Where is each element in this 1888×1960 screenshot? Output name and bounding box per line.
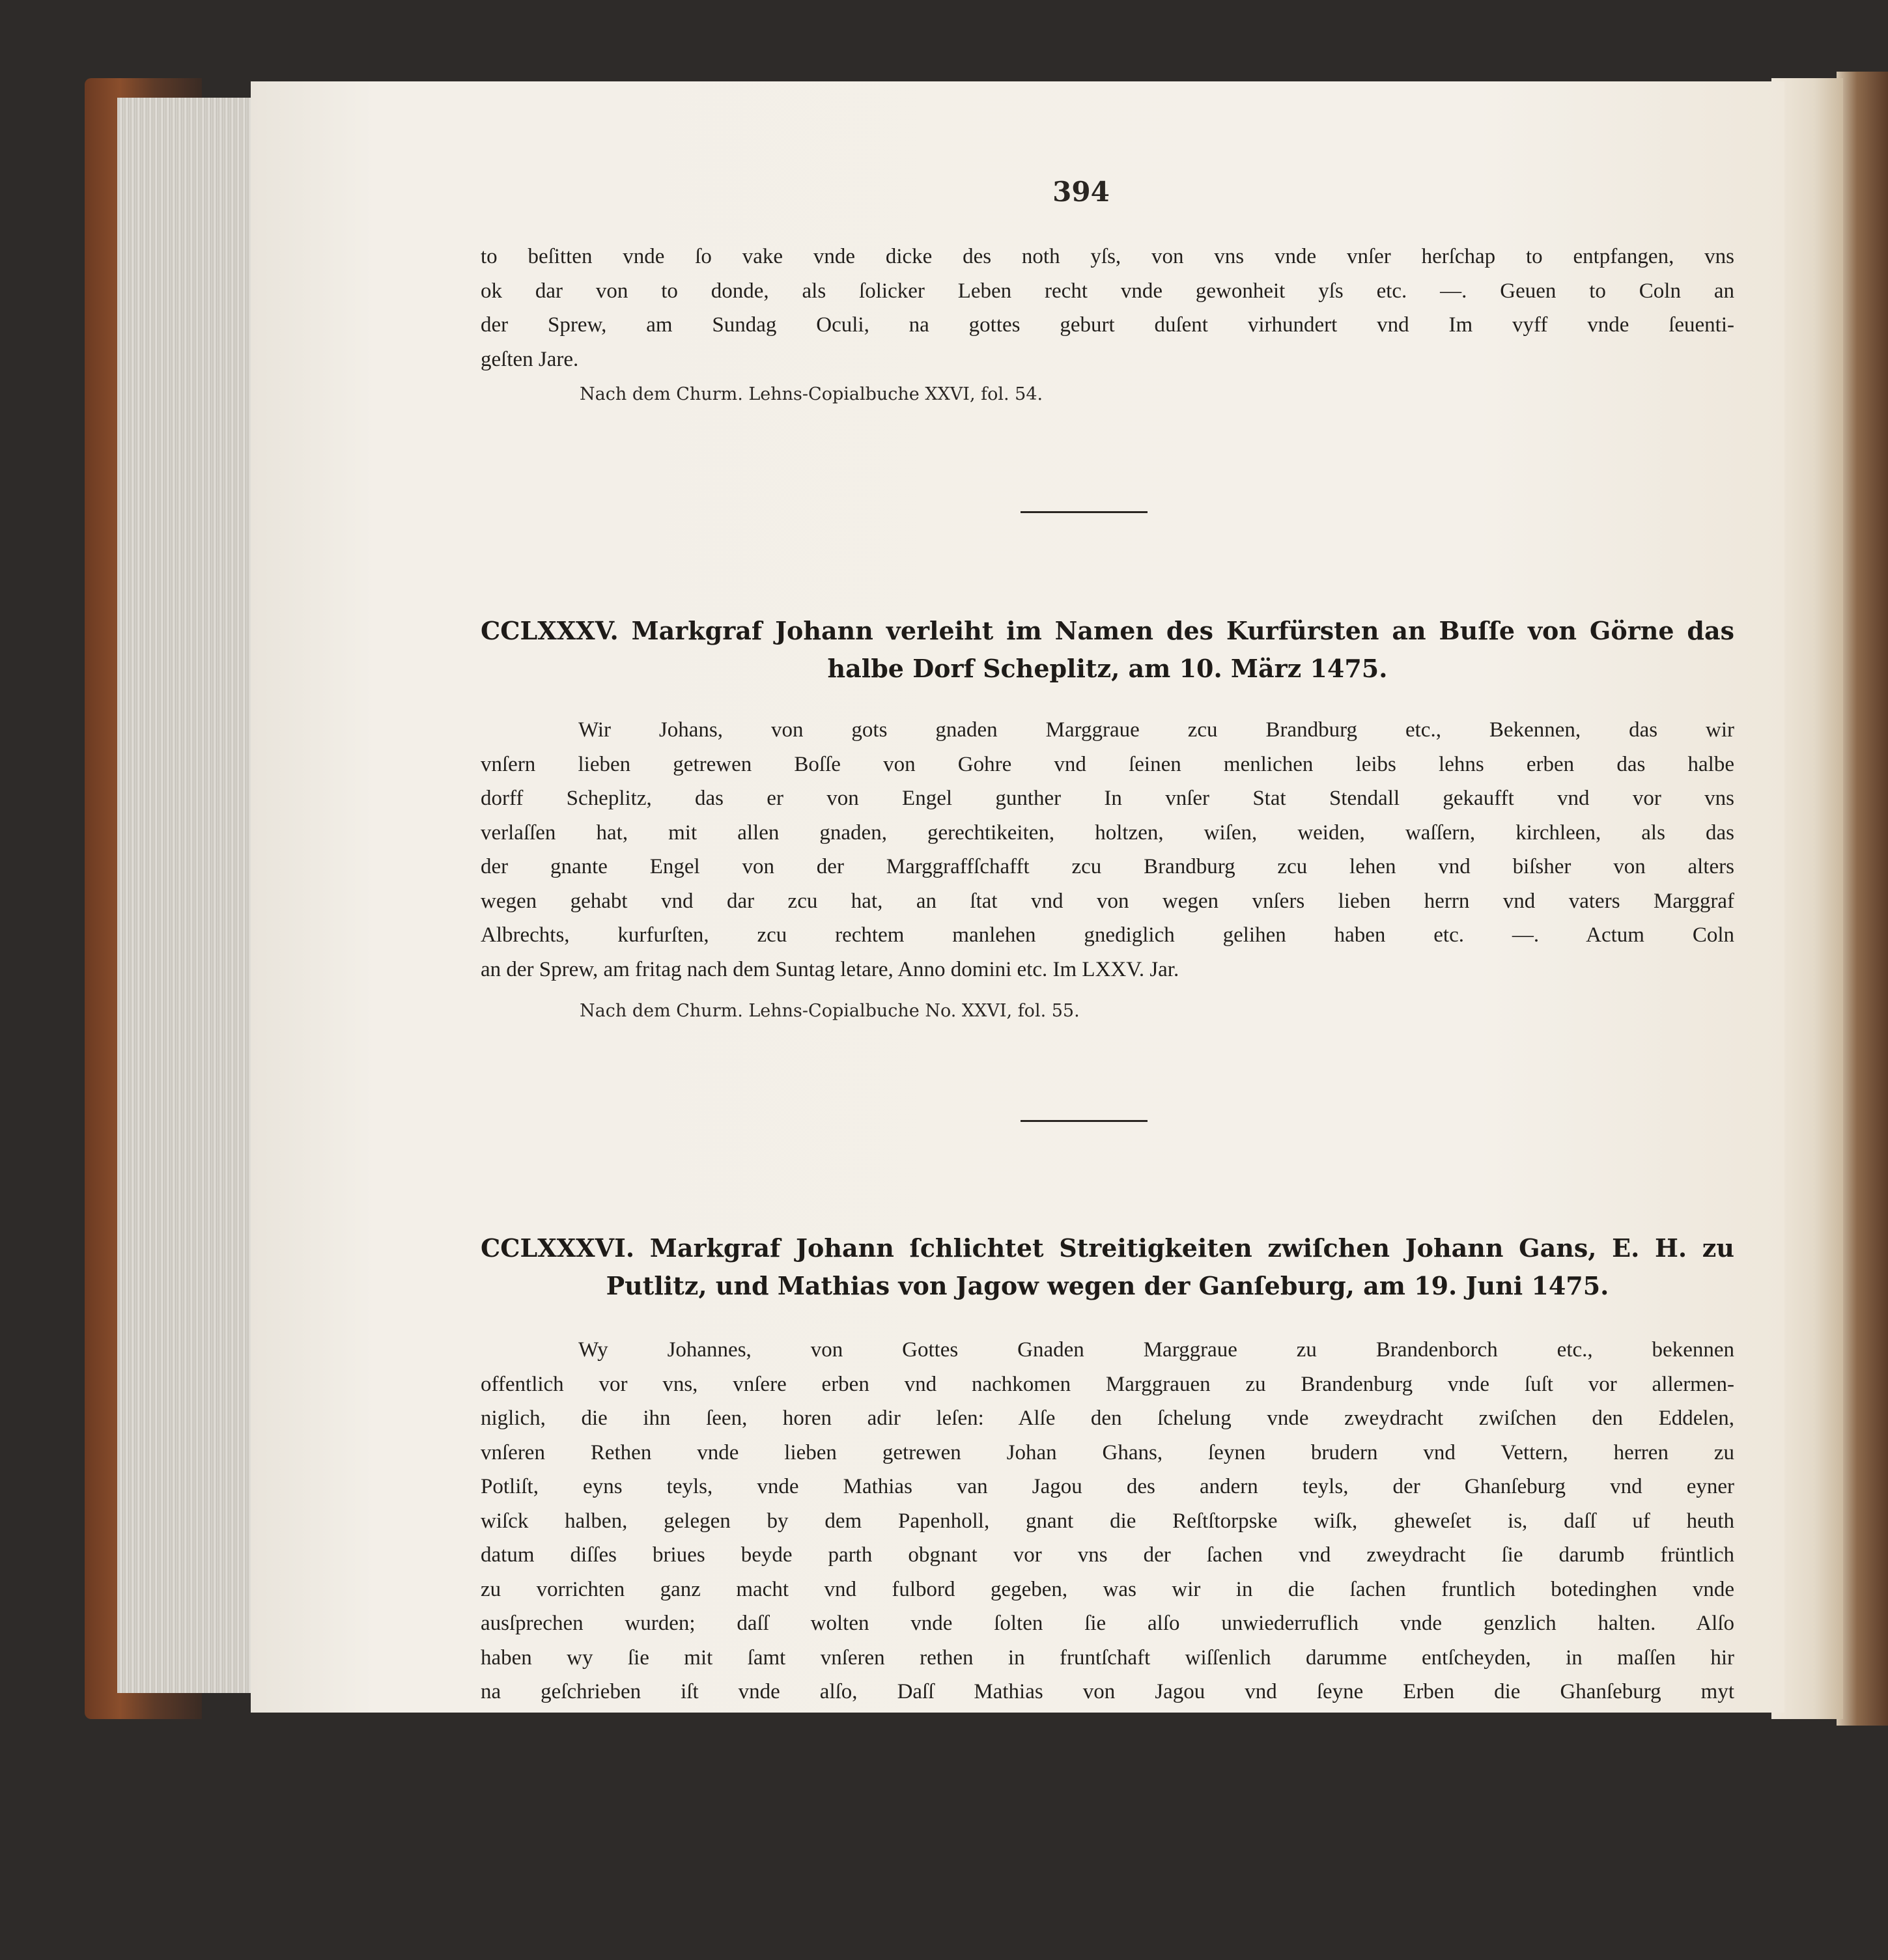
- text-line: vnſeren Rethen vnde lieben getrewen Johan Ghans, ſeynen brudern vnd Vettern, herren zu: [481, 1440, 1734, 1464]
- document-heading: [481, 1229, 1734, 1305]
- document-heading: [481, 612, 1734, 688]
- text-line: ok dar von to donde, als ſolicker Leben recht vnde gewonheit yſs etc. —. Geuen to Coln an: [481, 279, 1734, 303]
- continuation-text: [481, 240, 1734, 376]
- text-line: der Sprew, am Sundag Oculi, na gottes geburt duſent virhundert vnd Im vyff vnde ſeuenti-: [481, 313, 1734, 337]
- text-line: niglich, die ihn ſeen, horen adir leſen: Alſe den ſchelung vnde zweydracht zwiſchen den Eddelen,: [481, 1407, 1734, 1430]
- text-line: wiſck halben, gelegen by dem Papenholl, gnant die Reſtſtorpske wiſk, gheweſet is, daſſ uf heuth: [481, 1509, 1734, 1533]
- page-number: 394: [1052, 176, 1110, 208]
- text-line: dorff Scheplitz, das er von Engel gunther In vnſer Stat Stendall gekaufft vnd vor vns: [481, 787, 1734, 810]
- text-line: ausſprechen wurden; daſſ wolten vnde ſolten ſie alſo unwiederruflich vnde genzlich halten. Alſo: [481, 1612, 1734, 1635]
- text-line: na geſchrieben iſt vnde alſo, Daſſ Mathias von Jagou vnd ſeyne Erben die Ghanſeburg myt: [481, 1680, 1734, 1703]
- source-note: Nach dem Churm. Lehns-Copialbuche No. XXVI, fol. 55.: [580, 1001, 1080, 1021]
- document-body: [481, 713, 1734, 987]
- heading-line: CCLXXXV. Markgraf Johann verleiht im Namen des Kurfürsten an Buſſe von Görne das: [481, 616, 1734, 645]
- text-line: haben wy ſie mit ſamt vnſeren rethen in fruntſchaft wiſſenlich darumme entſcheyden, in maſſen hir: [481, 1645, 1734, 1670]
- text-line: zu vorrichten ganz macht vnd fulbord gegeben, was wir in die ſachen fruntlich botedinghen vnde: [481, 1577, 1734, 1601]
- text-line: datum diſſes briues beyde parth obgnant vor vns der ſachen vnd zweydracht ſie darumb früntlich: [481, 1543, 1734, 1567]
- heading-line: Putlitz, und Mathias von Jagow wegen der Ganſeburg, am 19. Juni 1475.: [606, 1271, 1609, 1300]
- text-line: wegen gehabt vnd dar zcu hat, an ſtat vnd von wegen vnſers lieben herrn vnd vaters Marggraf: [481, 889, 1734, 913]
- section-divider: [1021, 511, 1148, 513]
- text-line: Wy Johannes, von Gottes Gnaden Marggraue zu Brandenborch etc., bekennen: [578, 1338, 1734, 1362]
- text-line: offentlich vor vns, vnſere erben vnd nachkomen Marggrauen zu Brandenburg vnde ſuſt vor allermen-: [481, 1372, 1734, 1396]
- book-cover-right: [1837, 72, 1888, 1726]
- text-line: der gnante Engel von der Marggraffſchafft zcu Brandburg zcu lehen vnd biſsher von alters: [481, 855, 1734, 878]
- text-line: an der Sprew, am fritag nach dem Suntag letare, Anno domini etc. Im LXXV. Jar.: [481, 957, 1179, 981]
- page-stack-edge: [117, 98, 254, 1693]
- text-line: Albrechts, kurfurſten, zcu rechtem manlehen gnediglich gelihen haben etc. —. Actum Coln: [481, 923, 1734, 947]
- text-line: Potliſt, eyns teyls, vnde Mathias van Jagou des andern teyls, der Ghanſeburg vnd eyner: [481, 1475, 1734, 1498]
- text-line: Wir Johans, von gots gnaden Marggraue zcu Brandburg etc., Bekennen, das wir: [578, 718, 1734, 742]
- text-line: vnſern lieben getrewen Boſſe von Gohre vnd ſeinen menlichen leibs lehns erben das halbe: [481, 752, 1734, 776]
- text-line: verlaſſen hat, mit allen gnaden, gerechtikeiten, holtzen, wiſen, weiden, waſſern, kirchleen, als das: [481, 820, 1734, 845]
- heading-line: CCLXXXVI. Markgraf Johann ſchlichtet Streitigkeiten zwiſchen Johann Gans, E. H. zu: [481, 1233, 1734, 1263]
- text-line: geſten Jare.: [481, 347, 579, 371]
- heading-line: halbe Dorf Scheplitz, am 10. März 1475.: [827, 654, 1388, 683]
- text-line: to beſitten vnde ſo vake vnde dicke des noth yſs, von vns vnde vnſer herſchap to entpfangen, vns: [481, 245, 1734, 268]
- section-divider: [1021, 1120, 1148, 1122]
- source-note: Nach dem Churm. Lehns-Copialbuche XXVI, fol. 54.: [580, 384, 1043, 404]
- document-body: [481, 1333, 1734, 1709]
